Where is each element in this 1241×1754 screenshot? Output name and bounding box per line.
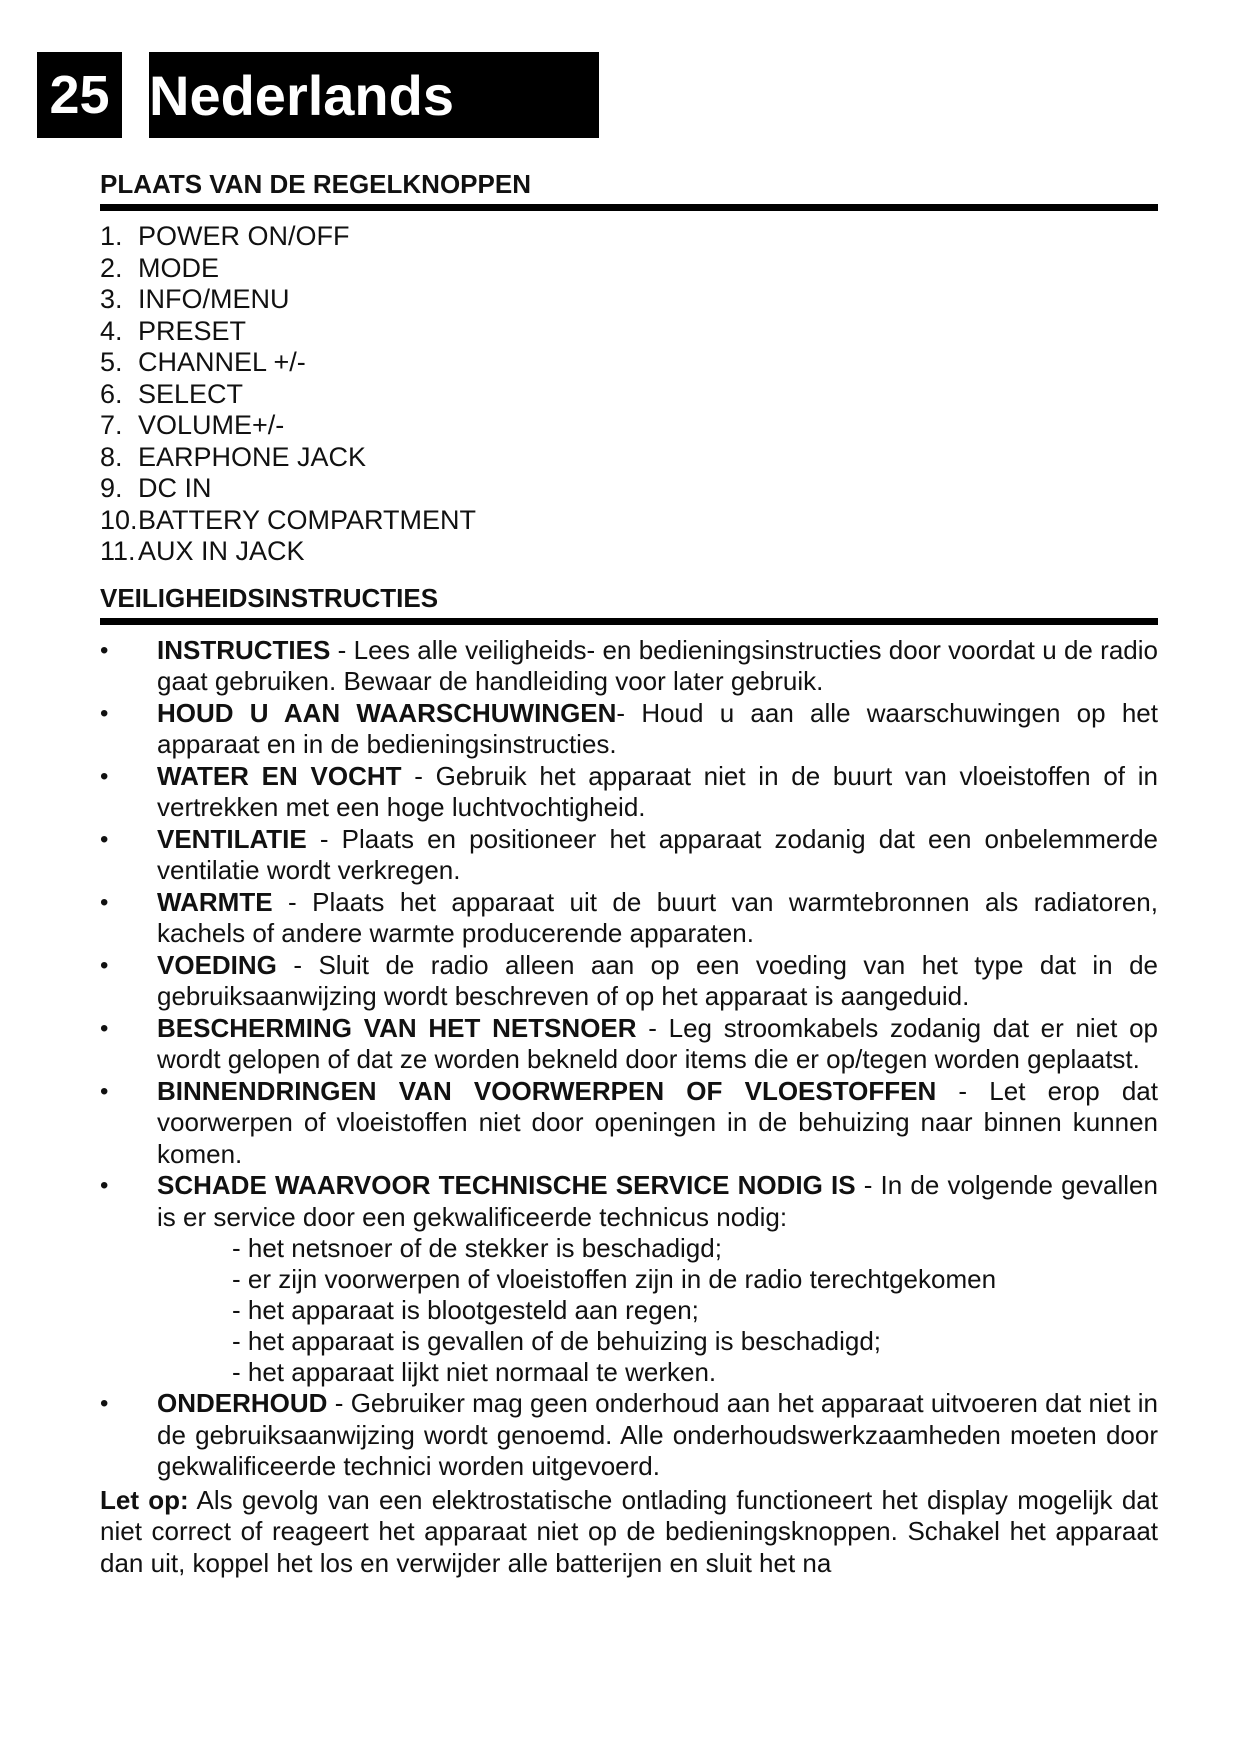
item-number: 6. (100, 378, 123, 409)
safety-item (100, 761, 1158, 824)
safety-item (100, 635, 1158, 698)
safety-item (100, 698, 1158, 761)
list-item: - het netsnoer of de stekker is beschadigd; (232, 1233, 722, 1263)
list-item: - het apparaat lijkt niet normaal te werken. (232, 1357, 717, 1387)
item-number: 11. (100, 536, 136, 566)
safety-term: WATER EN VOCHT (157, 760, 402, 791)
item-label: PRESET (138, 315, 247, 346)
list-item (100, 221, 1158, 253)
item-label: MODE (138, 252, 219, 283)
safety-text: - Gebruik het apparaat niet in de buurt van vloeistoffen of in vertrekken met een hoge luchtvochtigheid. (157, 760, 1158, 822)
list-item: - het apparaat is blootgesteld aan regen; (232, 1295, 699, 1325)
bullet-icon: • (100, 1077, 109, 1105)
bullet-icon: • (100, 699, 109, 727)
controls-heading: PLAATS VAN DE REGELKNOPPEN (100, 169, 531, 199)
item-label: SELECT (138, 378, 244, 409)
safety-term: BESCHERMING VAN HET NETSNOER (157, 1012, 637, 1043)
list-item (100, 410, 1158, 442)
list-item (100, 473, 1158, 505)
safety-item (100, 887, 1158, 950)
item-label: VOLUME+/- (138, 410, 285, 440)
bullet-icon: • (100, 951, 109, 979)
safety-text: - Sluit de radio alleen aan op een voeding van het type dat in de gebruiksaanwijzing wordt beschreven of op het apparaat is aangeduid. (157, 949, 1158, 1011)
safety-text: - Lees alle veiligheids- en bedieningsinstructies door voordat u de radio gaat gebruiken. Bewaar de handleiding voor later gebruik. (157, 634, 1158, 696)
item-number: 4. (100, 315, 123, 346)
safety-text: - In de volgende gevallen is er service door een gekwalificeerde technicus nodig: (157, 1170, 1158, 1232)
heading-rule (100, 618, 1158, 625)
safety-item (100, 1388, 1158, 1483)
page-language-title: Nederlands (149, 52, 599, 138)
safety-text: - Leg stroomkabels zodanig dat er niet op wordt gelopen of dat ze worden bekneld door items die er op/tegen worden geplaatst. (157, 1012, 1158, 1074)
item-number: 1. (100, 221, 123, 251)
safety-list (100, 635, 1158, 1483)
bullet-icon: • (100, 1172, 109, 1199)
safety-item (100, 824, 1158, 887)
safety-term: VENTILATIE (157, 823, 307, 854)
item-label: BATTERY COMPARTMENT (138, 504, 477, 535)
note-text: Als gevolg van een elektrostatische ontlading functioneert het display mogelijk dat niet correct of reageert het apparaat niet op de bedieningsknoppen. Schakel het apparaat dan uit, koppel het los en verwijder alle batterijen en sluit het na (100, 1484, 1158, 1578)
controls-list (100, 221, 1158, 568)
item-label: EARPHONE JACK (138, 441, 367, 472)
service-cases-list (157, 1233, 1158, 1388)
list-item (100, 316, 1158, 348)
safety-term: ONDERHOUD (157, 1388, 328, 1418)
page-content (100, 168, 1158, 1605)
bullet-icon: • (100, 888, 109, 916)
safety-term: BINNENDRINGEN VAN VOORWERPEN OF VLOESTOFFEN (157, 1075, 937, 1106)
safety-item (100, 1170, 1158, 1388)
list-item (100, 536, 1158, 568)
item-number: 5. (100, 347, 123, 377)
item-number: 2. (100, 252, 123, 283)
list-item (100, 253, 1158, 285)
note-label: Let op: (100, 1484, 189, 1515)
bullet-icon: • (100, 1390, 109, 1417)
item-label: AUX IN JACK (138, 536, 305, 566)
bullet-icon: • (100, 636, 109, 664)
safety-term: HOUD U AAN WAARSCHUWINGEN (157, 697, 617, 728)
item-label: INFO/MENU (138, 284, 290, 314)
safety-text: - Plaats het apparaat uit de buurt van warmtebronnen als radiatoren, kachels of andere warmte producerende apparaten. (157, 886, 1158, 948)
item-number: 3. (100, 284, 123, 314)
list-item: - het apparaat is gevallen of de behuizing is beschadigd; (232, 1326, 881, 1356)
list-item (100, 505, 1158, 537)
safety-item (100, 950, 1158, 1013)
safety-text: - Gebruiker mag geen onderhoud aan het apparaat uitvoeren dat niet in de gebruiksaanwijzing wordt genoemd. Alle onderhoudswerkzaamheden moeten door gekwalificeerde technici worden uitgevoerd. (157, 1388, 1158, 1481)
list-item (100, 442, 1158, 474)
item-label: DC IN (138, 473, 212, 503)
list-item: - er zijn voorwerpen of vloeistoffen zijn in de radio terechtgekomen (232, 1264, 997, 1294)
safety-term: WARMTE (157, 886, 273, 917)
item-number: 8. (100, 441, 123, 472)
item-number: 9. (100, 473, 123, 503)
item-label: POWER ON/OFF (138, 221, 350, 251)
safety-text: - Plaats en positioneer het apparaat zodanig dat een onbelemmerde ventilatie wordt verkregen. (157, 823, 1158, 885)
item-number: 7. (100, 410, 123, 440)
list-item (100, 347, 1158, 379)
bullet-icon: • (100, 762, 109, 790)
safety-term: INSTRUCTIES (157, 634, 331, 665)
safety-item (100, 1013, 1158, 1076)
safety-heading: VEILIGHEIDSINSTRUCTIES (100, 582, 439, 613)
safety-text: - Let erop dat voorwerpen of vloeistoffen niet door openingen in de behuizing naar binnen kunnen komen. (157, 1075, 1158, 1169)
safety-item (100, 1076, 1158, 1171)
list-item (100, 379, 1158, 411)
bullet-icon: • (100, 825, 109, 853)
item-number: 10. (100, 504, 138, 535)
list-item (100, 284, 1158, 316)
safety-term: VOEDING (157, 949, 277, 980)
item-label: CHANNEL +/- (138, 347, 306, 377)
bullet-icon: • (100, 1014, 109, 1042)
safety-text: - Houd u aan alle waarschuwingen op het apparaat en in de bedieningsinstructies. (157, 697, 1158, 759)
note-paragraph (100, 1485, 1158, 1580)
safety-term: SCHADE WAARVOOR TECHNISCHE SERVICE NODIG IS (157, 1170, 856, 1200)
page-number: 25 (37, 52, 122, 138)
heading-rule (100, 204, 1158, 211)
